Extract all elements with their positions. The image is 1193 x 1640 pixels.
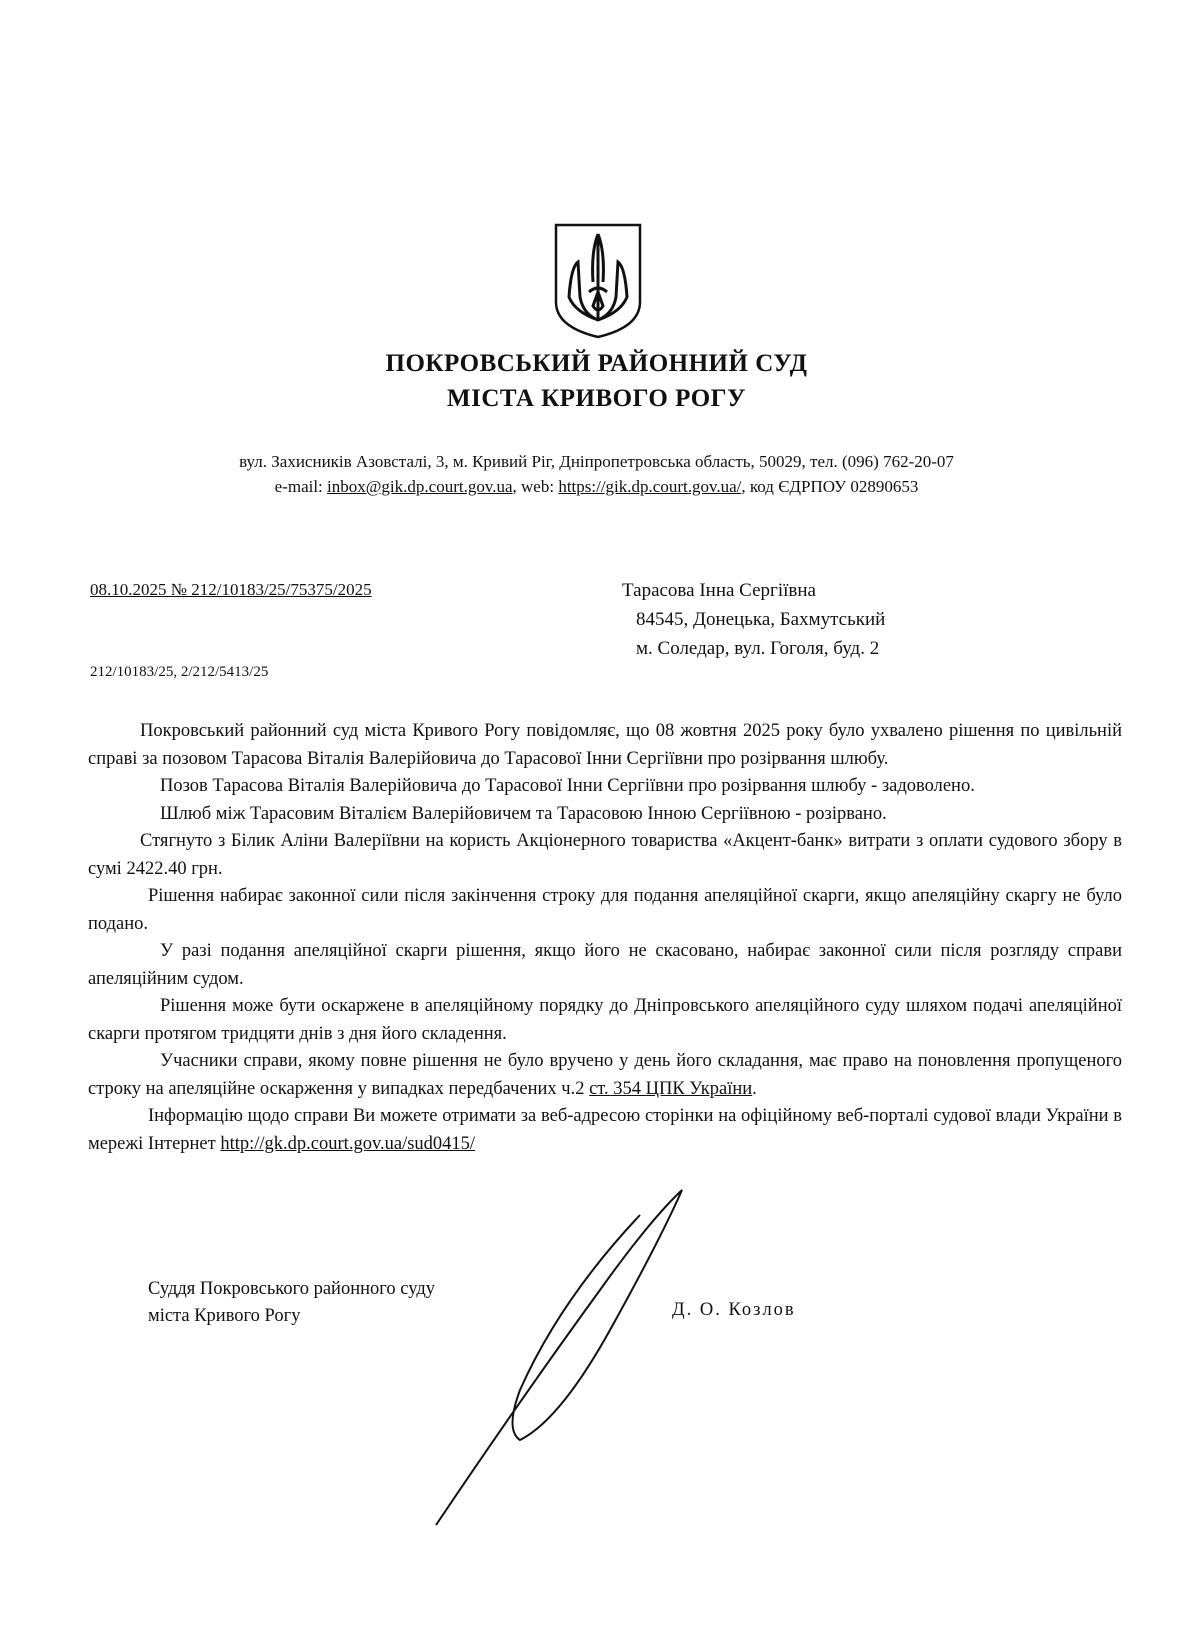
court-address: вул. Захисників Азовсталі, 3, м. Кривий Ріг, Дніпропетровська область, 50029, тел. (096) 762-20-07: [239, 452, 954, 471]
judge-name: Д. О. Козлов: [672, 1300, 796, 1320]
edrpou-code: код ЄДРПОУ 02890653: [749, 477, 919, 496]
outgoing-reference: 08.10.2025 № 212/10183/25/75375/2025: [90, 580, 372, 599]
recipient-address-line2: м. Соледар, вул. Гоголя, буд. 2: [636, 638, 880, 659]
paragraph-notice: Покровський районний суд міста Кривого Рогу повідомляє, що 08 жовтня 2025 року було ухвалено рішення по цивільній справі за позовом Тарасова Віталія Валерійовича до Тарасової Інни Сергіївни про розірвання шлюбу.: [88, 721, 1122, 769]
paragraph-appeal-procedure: Рішення може бути оскаржене в апеляційному порядку до Дніпровського апеляційного суду шляхом подачі апеляційної скарги протягом тридцяти днів з дня його складення.: [88, 996, 1122, 1044]
paragraph-appeal-force: У разі подання апеляційної скарги рішення, якщо його не скасовано, набирає законної сили після розгляду справи апеляційним судом.: [88, 941, 1122, 989]
renewal-text: Учасники справи, якому повне рішення не було вручено у день його складання, має право на поновлення пропущеного строку на апеляційне оскарження у випадках передбачених ч.2: [88, 1051, 1122, 1099]
paragraph-marriage: Шлюб між Тарасовим Віталієм Валерійовичем та Тарасовою Інною Сергіївною - розірвано.: [160, 803, 887, 824]
paragraph-claim: Позов Тарасова Віталія Валерійовича до Тарасової Інни Сергіївни про розірвання шлюбу - задоволено.: [160, 776, 975, 796]
email-label: e-mail:: [274, 477, 323, 496]
case-info-link[interactable]: http://gk.dp.court.gov.ua/sud0415/: [220, 1133, 476, 1154]
case-code: 212/10183/25, 2/212/5413/25: [90, 664, 269, 680]
web-link[interactable]: https://gik.dp.court.gov.ua/: [558, 477, 742, 496]
recipient-name: Тарасова Інна Сергіївна: [622, 580, 816, 601]
judge-position-line1: Суддя Покровського районного суду: [148, 1279, 435, 1299]
recipient-address-line1: 84545, Донецька, Бахмутський: [636, 609, 886, 630]
court-contacts: e-mail: inbox@gik.dp.court.gov.ua, web: https://gik.dp.court.gov.ua/, код ЄДРПОУ 02890653: [274, 477, 919, 496]
law-reference-link[interactable]: ст. 354 ЦПК України: [589, 1078, 753, 1099]
paragraph-legal-force: Рішення набирає законної сили після закінчення строку для подання апеляційної скарги, якщо апеляційну скаргу не було подано.: [88, 886, 1122, 934]
web-label: web:: [521, 477, 555, 496]
judge-position-line2: міста Кривого Рогу: [148, 1306, 301, 1326]
court-title-line2: МІСТА КРИВОГО РОГУ: [447, 385, 746, 412]
court-title-line1: ПОКРОВСЬКИЙ РАЙОННИЙ СУД: [385, 350, 808, 377]
info-text: Інформацію щодо справи Ви можете отримати за веб-адресою сторінки на офіційному веб-порталі судової влади України в мережі Інтернет: [88, 1106, 1122, 1154]
email-link[interactable]: inbox@gik.dp.court.gov.ua: [327, 477, 513, 496]
paragraph-renewal: Учасники справи, якому повне рішення не було вручено у день його складання, має право на поновлення пропущеного строку на апеляційне оскарження у випадках передбачених ч.2 ст. 354 ЦПК України.: [88, 1051, 1122, 1099]
paragraph-court-fee: Стягнуто з Білик Аліни Валеріївни на користь Акціонерного товариства «Акцент-банк» витрати з оплати судового збору в сумі 2422.40 грн.: [88, 831, 1122, 879]
